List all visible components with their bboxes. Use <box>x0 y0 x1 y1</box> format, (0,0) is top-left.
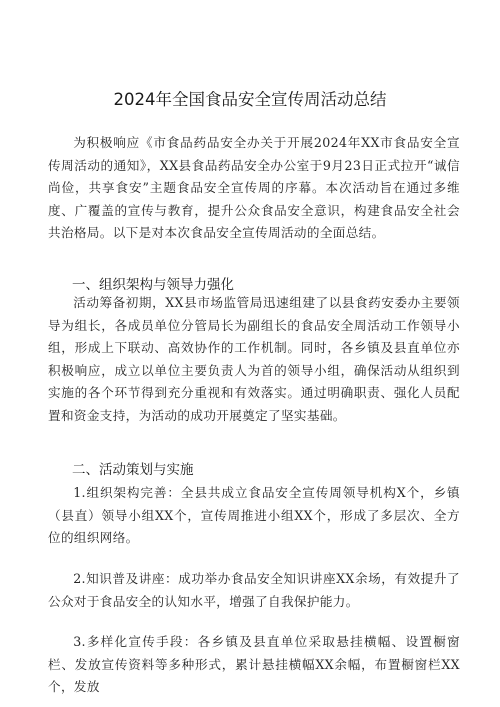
section-heading-organization: 一、组织架构与领导力强化 <box>72 277 234 293</box>
section-paragraph-structure: 1.组织架构完善：全县共成立食品安全宣传周领导机构X个，乡镇（县直）领导小组XX个，宣传周推进小组XX个，形成了多层次、全方位的组织网络。 <box>48 485 460 546</box>
section-paragraph-organization: 活动筹备初期，XX县市场监管局迅速组建了以县食药安委办主要领导为组长，各成员单位分管局长为副组长的食品安全周活动工作领导小组，形成上下联动、高效协作的工作机制。同时，各乡镇及县直单位亦积极响应，成立以单位主要负责人为首的领导小组，确保活动从组织到实施的各个环节得到充分重视和有效落实。通过明确职责、强化人员配置和资金支持，为活动的成功开展奠定了坚实基础。 <box>48 295 460 423</box>
section-paragraph-lectures: 2.知识普及讲座：成功举办食品安全知识讲座XX余场，有效提升了公众对于食品安全的认知水平，增强了自我保护能力。 <box>48 571 460 609</box>
section-paragraph-publicity: 3.多样化宣传手段：各乡镇及县直单位采取悬挂横幅、设置橱窗栏、发放宣传资料等多种形式，累计悬挂横幅XX余幅，布置橱窗栏XX个，发放 <box>48 634 460 695</box>
document-title: 2024年全国食品安全宣传周活动总结 <box>113 90 387 109</box>
intro-paragraph: 为积极响应《市食品药品安全办关于开展2024年XX市食品安全宣传周活动的通知》，XX县食品药品安全办公室于9月23日正式拉开“诚信尚俭，共享食安”主题食品安全宣传周的序幕。本次活动旨在通过多维度、广覆盖的宣传与教育，提升公众食品安全意识，构建食品安全社会共治格局。以下是对本次食品安全宣传周活动的全面总结。 <box>48 135 460 241</box>
section-heading-planning: 二、活动策划与实施 <box>72 462 194 478</box>
